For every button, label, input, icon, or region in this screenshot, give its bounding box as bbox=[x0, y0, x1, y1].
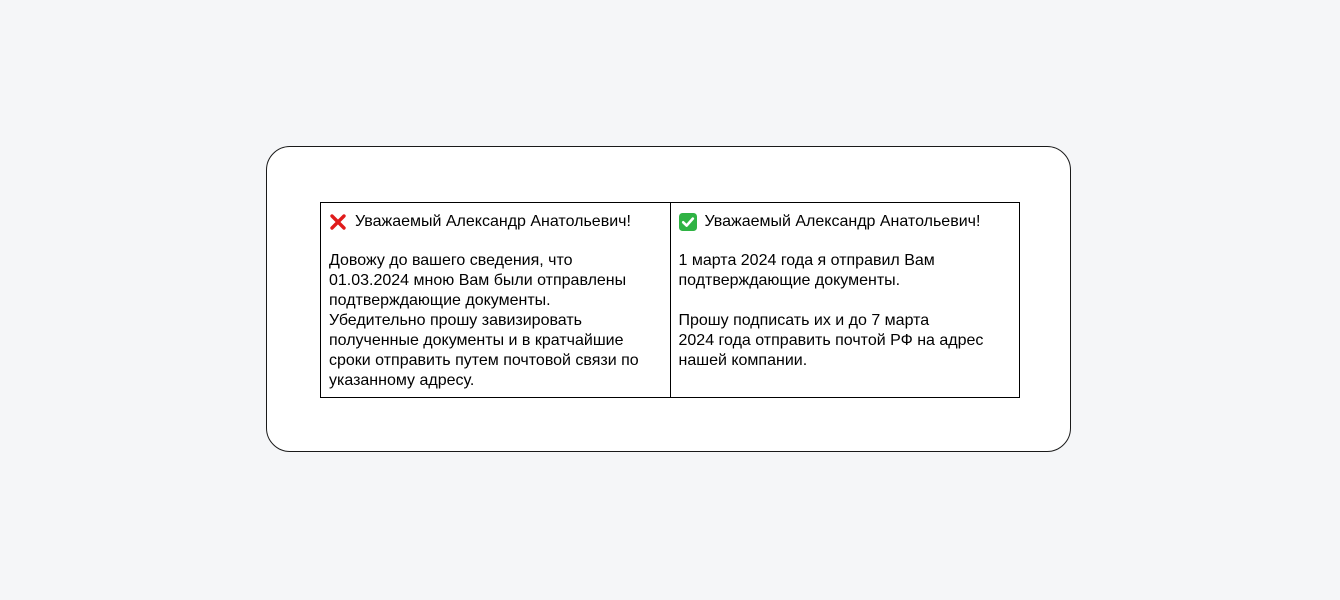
bad-example-text bbox=[329, 251, 662, 391]
table-row bbox=[321, 203, 1020, 398]
bad-example-line: полученные документы и в кратчайшие bbox=[329, 332, 624, 349]
good-example-paragraph-2 bbox=[679, 311, 1012, 371]
good-example-greeting-row bbox=[679, 211, 1012, 233]
bad-example-line: 01.03.2024 мною Вам были отправлены bbox=[329, 272, 627, 289]
comparison-card bbox=[266, 146, 1071, 452]
bad-example-line: подтверждающие документы. bbox=[329, 292, 551, 309]
cross-mark-icon bbox=[329, 213, 347, 231]
good-example-line: Прошу подписать их и до 7 марта bbox=[678, 312, 930, 329]
bad-example-line: Убедительно прошу завизировать bbox=[329, 312, 582, 329]
bad-example-line: указанному адресу. bbox=[329, 372, 475, 389]
bad-example-line: сроки отправить путем почтовой связи по bbox=[329, 352, 639, 369]
check-mark-icon bbox=[679, 213, 697, 231]
good-example-paragraph-1 bbox=[679, 251, 1012, 291]
good-example-line: нашей компании. bbox=[678, 352, 808, 369]
bad-example-greeting: Уважаемый Александр Анатольевич! bbox=[355, 213, 631, 230]
comparison-table bbox=[320, 202, 1020, 398]
good-example-greeting: Уважаемый Александр Анатольевич! bbox=[704, 213, 981, 230]
good-example-line: подтверждающие документы. bbox=[678, 272, 901, 289]
good-example-line: 2024 года отправить почтой РФ на адрес bbox=[678, 332, 984, 349]
bad-example-cell bbox=[321, 203, 671, 398]
good-example-cell bbox=[670, 203, 1020, 398]
bad-example-greeting-row bbox=[329, 211, 662, 233]
bad-example-line: Довожу до вашего сведения, что bbox=[329, 252, 573, 269]
good-example-line: 1 марта 2024 года я отправил Вам bbox=[678, 252, 935, 269]
